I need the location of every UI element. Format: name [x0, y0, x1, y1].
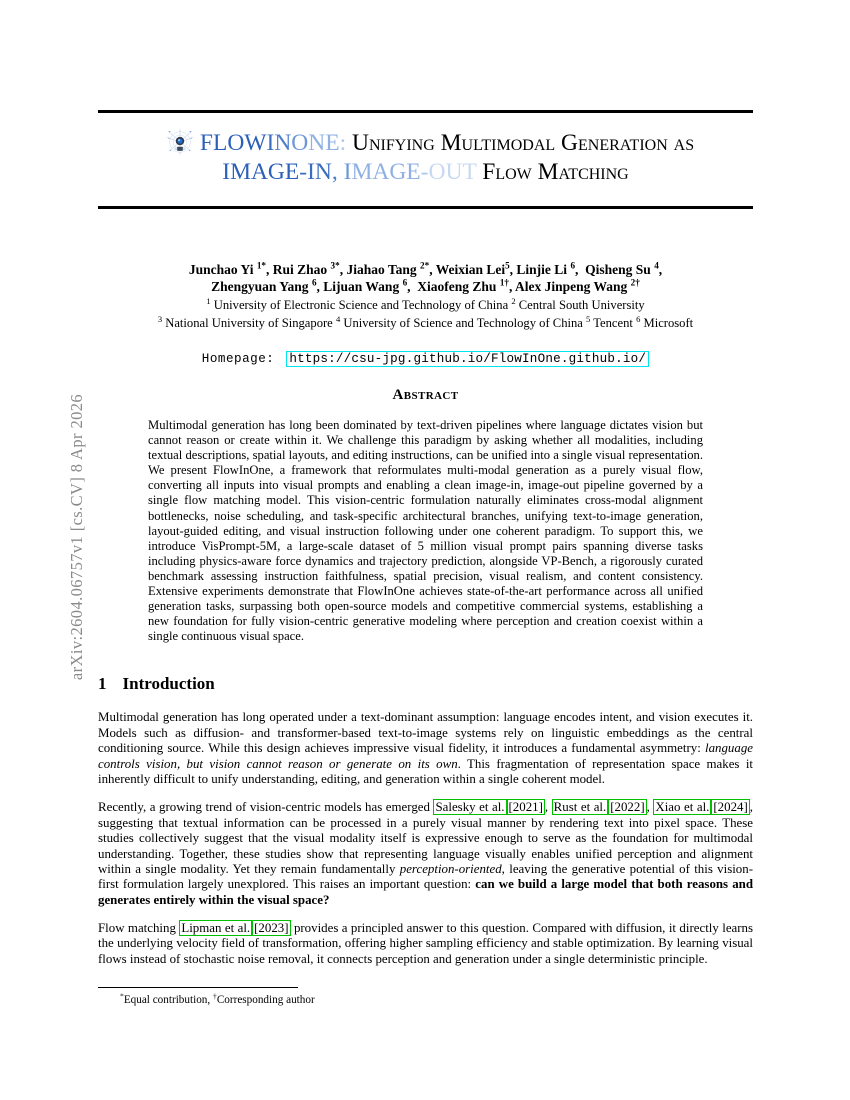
flowinone-logo-icon — [165, 127, 195, 157]
title-line-2: IMAGE-IN, IMAGE-OUT Flow Matching — [222, 159, 629, 185]
p3-text-b: provides a principled answer to this question. Compared with diffusion, it directly learns the underlying velocity field of transformation, offering higher sampling efficiency and stable optimization. By learning visual flows instead of stochastic noise removal, it connects perception and generation under a single deterministic principle. — [98, 921, 754, 966]
title-line-2-black: Flow Matching — [482, 159, 629, 185]
title-line-1-rest: Unifying Multimodal Generation as — [352, 130, 695, 156]
footnote-rule — [98, 987, 298, 988]
homepage-label: Homepage: — [201, 352, 275, 366]
p1-italic: language controls vision, but vision cannot reason or generate on its own — [98, 741, 753, 771]
paragraph-3 — [98, 921, 753, 967]
affiliation-line-2: $^3$ National University of Singapore $^4$ University of Science and Technology of China $^5$ Tencent $^6$ Microsoft — [157, 313, 694, 330]
paper-page — [98, 0, 753, 1100]
title-colon: : — [339, 130, 347, 156]
title-brand-o: O — [291, 130, 309, 156]
title-brand-i: I — [266, 130, 275, 156]
p3-text-a: Flow matching — [98, 921, 180, 936]
author-line-2: Zhengyuan Yang $^6$, Lijuan Wang $^6$, Xiaofeng Zhu $^{1\dagger}$, Alex Jinpeng Wang $^{2\dagger}$ — [211, 277, 640, 294]
p1-text-a: Multimodal generation has long operated under a text-dominant assumption: language encodes intent, and vision executes it. Models such as diffusion- and transformer-based text-to-image systems rely on linguistic embeddings as the central conditioning source. While this design achieves impressive visual fidelity, it introduces a fundamental asymmetry: — [98, 710, 753, 756]
paragraph-2 — [98, 800, 753, 908]
citation-xiao-year[interactable]: [2024] — [713, 800, 748, 815]
homepage-row — [98, 351, 753, 367]
footnote-text: *Equal contribution, †Corresponding author — [120, 991, 315, 1007]
p2-sep-1: , — [544, 800, 552, 815]
affiliation-line-1: $^1$ University of Electronic Science and Technology of China $^2$ Central South University — [206, 295, 645, 312]
homepage-link[interactable]: https://csu-jpg.github.io/FlowInOne.github.io/ — [286, 351, 649, 367]
section-number: 1 — [98, 674, 107, 694]
author-line-1: Junchao Yi $^{1*}$, Rui Zhao $^{3*}$, Jiahao Tang $^{2*}$, Weixian Lei$^5$, Linjie Li $^6$, Qisheng Su $^4$, — [188, 260, 663, 277]
arxiv-stamp: arXiv:2604.06757v1 [cs.CV] 8 Apr 2026 — [67, 393, 86, 681]
p1-text-b: . This fragmentation of representation space makes it inherently difficult to unify understanding, editing, and generation within a single coherent model. — [98, 756, 753, 787]
section-heading-introduction — [98, 674, 753, 694]
authors-block — [98, 261, 753, 331]
page-title — [98, 113, 753, 197]
p2-text-b: , suggesting that textual information can be processed in a purely visual manner by rendering text into pixel space. These studies collectively suggest that the visual modality itself is expressive enough to serve as the foundation for multimodal understanding. Together, these studies show that representing language visually enables unified perception and alignment within a single modality. Yet they remain fundamentally — [98, 800, 753, 876]
citation-lipman-author[interactable]: Lipman et al. — [181, 921, 251, 936]
citation-salesky-year[interactable]: [2021] — [508, 800, 543, 815]
title-line-1 — [98, 127, 753, 158]
title-image-out: I — [343, 159, 352, 185]
section-title: Introduction — [122, 674, 215, 694]
citation-xiao-author[interactable]: Xiao et al. — [655, 800, 710, 815]
footnote-block — [98, 987, 753, 1007]
abstract-body: Multimodal generation has long been dominated by text-driven pipelines where language dictates vision but cannot reason or create within it. We challenge this paradigm by asking whether all modalities, including textual descriptions, spatial layouts, and editing instructions, can be unified into a single visual representation. We present FlowInOne, a framework that reformulates multi-modal generation as a purely visual flow, converting all inputs into visual prompts and enabling a clean image-in, image-out pipeline governed by a single flow matching model. This vision-centric formulation naturally eliminates cross-modal alignment bottlenecks, noise scheduling, and task-specific architectural branches, unifying text-to-image generation, layout-guided editing, and visual instruction following under one coherent paradigm. To support this, we introduce VisPrompt-5M, a large-scale dataset of 5 million visual prompt pairs spanning diverse tasks including physics-aware force dynamics and trajectory prediction, alongside VP-Bench, a rigorously curated benchmark assessing instruction faithfulness, spatial precision, visual realism, and content consistency. Extensive experiments demonstrate that FlowInOne achieves state-of-the-art performance across all unified generation tasks, surpassing both open-source models and competitive commercial systems, establishing a new foundation for fully vision-centric generative modeling where perception and creation coexist within a single continuous visual space. — [148, 418, 703, 644]
p2-bold-question: can we build a large model that both reasons and generates entirely within the visual space? — [98, 877, 753, 907]
citation-lipman-year[interactable]: [2023] — [254, 921, 289, 936]
p2-text-c: , leaving the generative potential of this vision-first formulation largely unexplored. This raises an important question: — [98, 861, 753, 892]
citation-rust-year[interactable]: [2022] — [610, 800, 645, 815]
title-brand-f: F — [199, 130, 213, 156]
title-rule-bottom — [98, 206, 753, 209]
paragraph-1 — [98, 710, 753, 787]
title-image-in: I — [222, 159, 231, 185]
citation-salesky-author[interactable]: Salesky et al. — [435, 800, 505, 815]
title-brand-low: LOW — [212, 130, 267, 156]
abstract-heading: Abstract — [392, 387, 459, 403]
title-brand-ne: NE — [308, 130, 340, 156]
p2-italic: perception-oriented — [399, 861, 502, 876]
p2-text-a: Recently, a growing trend of vision-centric models has emerged — [98, 800, 434, 815]
title-brand-n: N — [274, 130, 292, 156]
p2-sep-2: , — [646, 800, 654, 815]
citation-rust-author[interactable]: Rust et al. — [553, 800, 607, 815]
